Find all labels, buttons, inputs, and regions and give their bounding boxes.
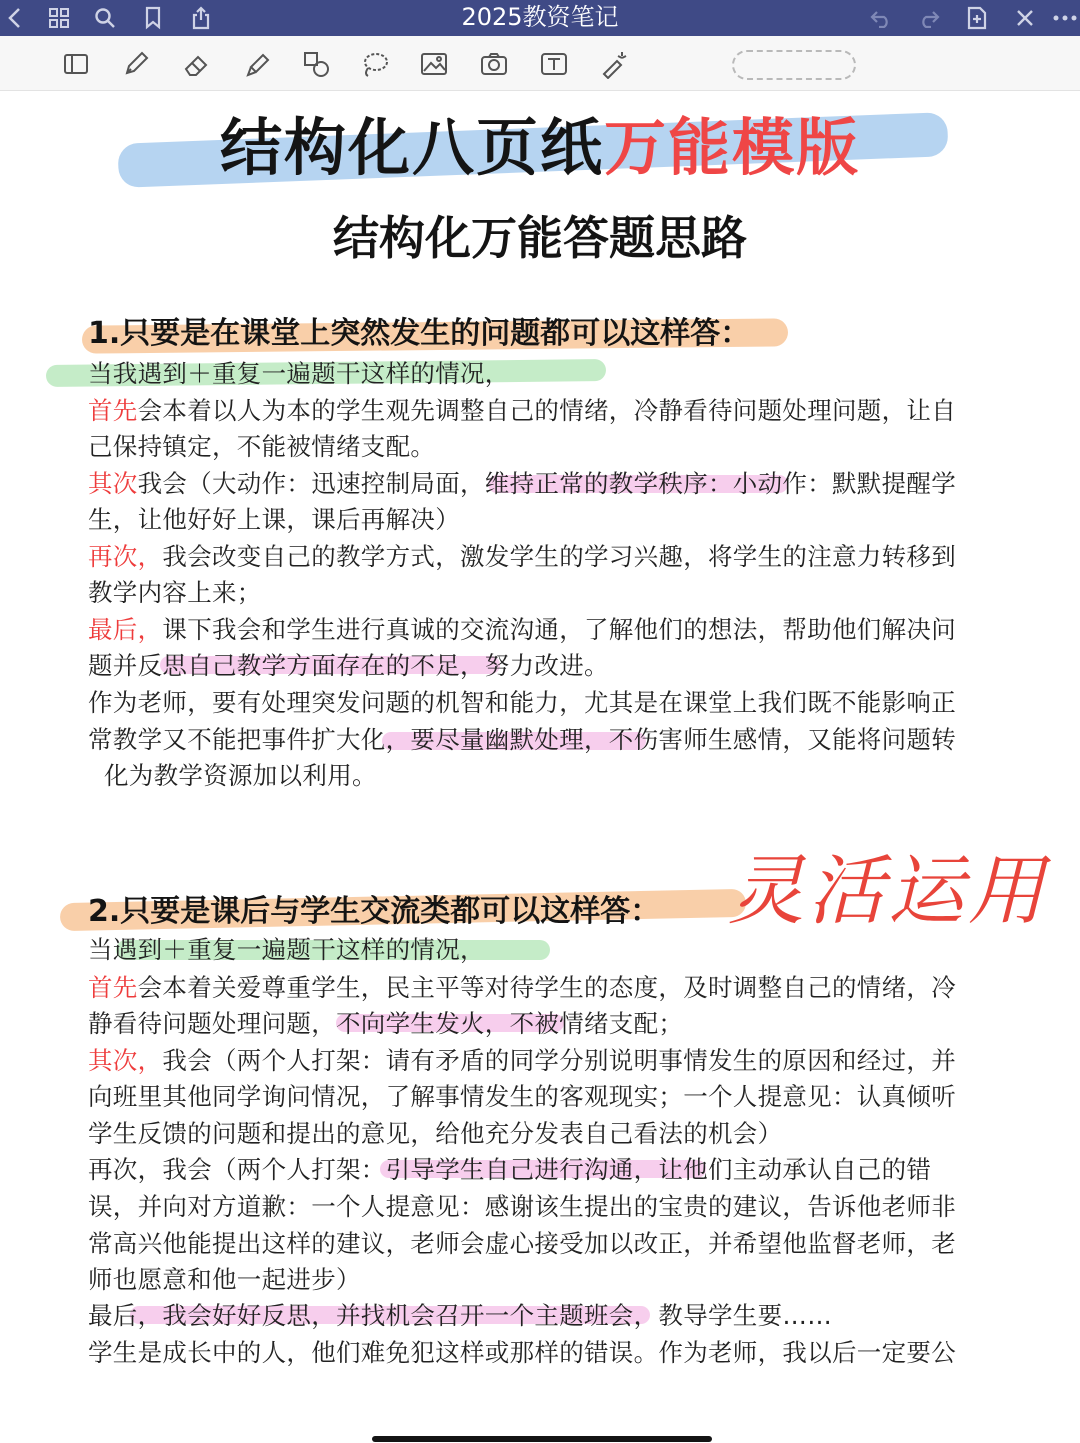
highlighter-icon[interactable]: [240, 46, 276, 82]
line-text: 我会（大动作：迅速控制局面，维持正常的教学秩序：小动作：默默提醒学: [137, 469, 957, 498]
banner-title-red: 万能模版: [604, 111, 861, 184]
section-1-line: 化为教学资源加以利用。: [104, 761, 377, 790]
section-1-line: [88, 468, 956, 500]
section-1-line: [88, 614, 956, 646]
section-1-line: 常教学又不能把事件扩大化，要尽量幽默处理，不伤害师生感情，又能将问题转: [88, 725, 956, 754]
top-navigation-bar: [0, 0, 1080, 36]
undo-icon[interactable]: [866, 3, 896, 33]
reader-mode-icon[interactable]: [58, 46, 94, 82]
line-text: 我会改变自己的教学方式，激发学生的学习兴趣，将学生的注意力转移到: [162, 542, 957, 571]
home-indicator[interactable]: [372, 1436, 712, 1442]
add-page-icon[interactable]: [962, 3, 992, 33]
redo-icon[interactable]: [914, 3, 944, 33]
red-keyword: 其次: [88, 469, 138, 498]
red-keyword: 最后，: [88, 615, 163, 644]
line-text: 会本着关爱尊重学生，民主平等对待学生的态度，及时调整自己的情绪，冷: [137, 973, 957, 1002]
recent-colors-slot[interactable]: [732, 50, 856, 80]
section-2-line: 静看待问题处理问题，不向学生发火，不被情绪支配；: [88, 1009, 684, 1038]
handwritten-note: 灵活运用: [728, 846, 1048, 935]
notebook-title: 2025教资笔记: [461, 3, 619, 31]
laser-pointer-icon[interactable]: [596, 46, 632, 82]
line-text: 课下我会和学生进行真诚的交流沟通，了解他们的想法，帮助他们解决问: [162, 615, 957, 644]
lasso-icon[interactable]: [356, 46, 392, 82]
red-keyword: 再次，: [88, 542, 163, 571]
eraser-icon[interactable]: [178, 46, 214, 82]
section-1-line: 生，让他好好上课，课后再解决）: [88, 505, 460, 534]
section-1-line: 题并反思自己教学方面存在的不足，努力改进。: [88, 651, 609, 680]
red-keyword: 首先: [88, 973, 138, 1002]
section-1-line: 当我遇到＋重复一遍题干这样的情况，: [88, 359, 510, 388]
section-1-line: [88, 541, 956, 573]
section-2-line: 向班里其他同学询问情况，了解事情发生的客观现实；一个人提意见：认真倾听: [88, 1082, 956, 1111]
note-subtitle: 结构化万能答题思路: [333, 211, 747, 265]
section-1-line: 作为老师，要有处理突发问题的机智和能力，尤其是在课堂上我们既不能影响正: [88, 688, 956, 717]
text-icon[interactable]: [536, 46, 572, 82]
shapes-icon[interactable]: [298, 46, 334, 82]
search-icon[interactable]: [90, 3, 120, 33]
camera-icon[interactable]: [476, 46, 512, 82]
share-icon[interactable]: [186, 3, 216, 33]
section-2-line: 当遇到＋重复一遍题干这样的情况，: [88, 935, 485, 964]
drawing-toolbar: [0, 36, 1080, 91]
image-icon[interactable]: [416, 46, 452, 82]
section-2-line: 学生是成长中的人，他们难免犯这样或那样的错误。作为老师，我以后一定要公: [88, 1338, 956, 1367]
red-keyword: 首先: [88, 396, 138, 425]
section-2-line: [88, 972, 956, 1004]
line-text: 我会（两个人打架：请有矛盾的同学分别说明事情发生的原因和经过，并: [162, 1046, 957, 1075]
line-text: 会本着以人为本的学生观先调整自己的情绪，冷静看待问题处理问题，让自: [137, 396, 957, 425]
section-1-line: 教学内容上来；: [88, 578, 262, 607]
section-2-line: 再次，我会（两个人打架：引导学生自己进行沟通，让他们主动承认自己的错: [88, 1155, 932, 1184]
section-2-line: [88, 1045, 956, 1077]
pen-icon[interactable]: [118, 46, 154, 82]
close-icon[interactable]: [1010, 3, 1040, 33]
banner-title-black: 结构化八页纸: [219, 111, 604, 184]
red-keyword: 其次，: [88, 1046, 163, 1075]
more-icon[interactable]: [1050, 3, 1080, 33]
grid-icon[interactable]: [44, 3, 74, 33]
note-banner-title: [0, 108, 1080, 188]
section-1-line: [88, 395, 956, 427]
section-2-line: 师也愿意和他一起进步）: [88, 1265, 361, 1294]
back-icon[interactable]: [0, 3, 30, 33]
section-1-heading: 1.只要是在课堂上突然发生的问题都可以这样答：: [88, 316, 751, 351]
section-2-line: 最后，我会好好反思，并找机会召开一个主题班会，教导学生要……: [88, 1301, 832, 1330]
section-2-line: 误，并向对方道歉：一个人提意见：感谢该生提出的宝贵的建议，告诉他老师非: [88, 1192, 956, 1221]
section-2-heading: 2.只要是课后与学生交流类都可以这样答：: [88, 894, 661, 929]
section-2-line: 常高兴他能提出这样的建议，老师会虚心接受加以改正，并希望他监督老师，老: [88, 1229, 956, 1258]
section-2-line: 学生反馈的问题和提出的意见，给他充分发表自己看法的机会）: [88, 1119, 783, 1148]
bookmark-icon[interactable]: [138, 3, 168, 33]
section-1-line: 己保持镇定，不能被情绪支配。: [88, 432, 436, 461]
